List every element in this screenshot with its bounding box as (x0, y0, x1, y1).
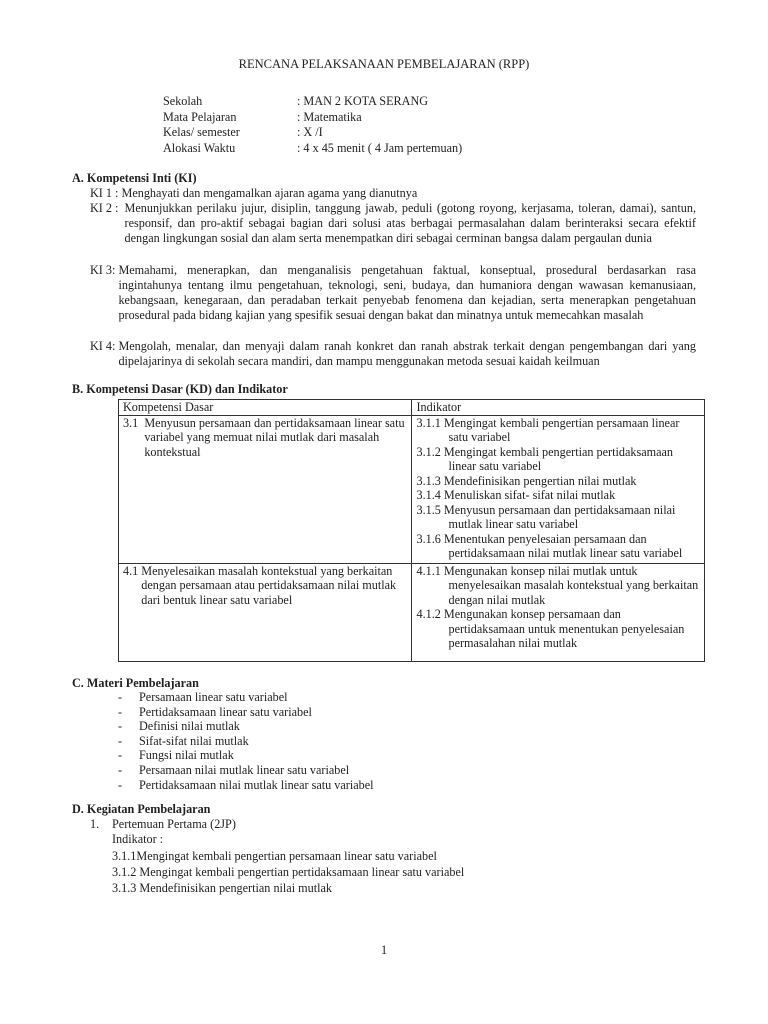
indicator-item: 4.1.1 Mengunakan konsep nilai mutlak untuk menyelesaikan masalah kontekstual yang berkaitan dengan nilai mutlak (416, 563, 699, 607)
item-number: 1. (90, 817, 100, 831)
kd-text: Menyusun persamaan dan pertidaksamaan linear satu variabel yang memuat nilai mutlak dari masalah kontekstual (144, 415, 405, 459)
dash-bullet: - (118, 719, 123, 734)
ki-text: Mengolah, menalar, dan menyaji dalam ranah konkret dan ranah abstrak terkait dengan pengembangan dari yang dipelajarinya di sekolah secara mandiri, dan mampu menggunakan metoda sesuai kaidah keilmuan (118, 339, 696, 368)
table-header-row (119, 400, 705, 416)
indicator-item: 3.1.2 Mengingat kembali pengertian pertidaksamaan linear satu variabel (416, 444, 674, 473)
list-item-text: Pertidaksamaan nilai mutlak linear satu variabel (139, 777, 374, 792)
dash-bullet: - (118, 762, 123, 777)
info-value: : MAN 2 KOTA SERANG (297, 94, 429, 108)
list-item-text: Persamaan nilai mutlak linear satu variabel (139, 762, 350, 777)
info-label: Mata Pelajaran (163, 109, 237, 124)
list-item (118, 690, 374, 705)
table-row (119, 563, 705, 661)
ki-text: Memahami, menerapkan, dan menganalisis pengetahuan faktual, konseptual, prosedural berdasarkan rasa ingintahunya tentang ilmu pengetahuan, teknologi, seni, budaya, dan humaniora dengan wawasan kemanusiaan, kebangsaan, kenegaraan, dan peradaban terkait penyebab fenomena dan kejadian, serta menerapkan pengetahuan prosedural pada bidang kajian yang spesifik sesuai dengan bakat dan minatnya untuk memecahkan masalah (118, 263, 696, 322)
info-value: : X /I (297, 125, 323, 139)
list-item (118, 734, 374, 749)
info-label: Kelas/ semester (163, 125, 240, 139)
list-item-text: Sifat-sifat nilai mutlak (139, 733, 249, 748)
list-item-text: Persamaan linear satu variabel (139, 690, 288, 704)
materi-list (118, 690, 374, 792)
ki-text: Menghayati dan mengamalkan ajaran agama yang dianutnya (121, 186, 418, 200)
ki-code: KI 3: (90, 263, 119, 277)
info-value: : Matematika (297, 109, 362, 124)
indicator-cell (412, 415, 705, 563)
indicator-item: 3.1.1 Mengingat kembali pengertian persamaan linear satu variabel (416, 415, 680, 444)
kd-number: 4.1 (123, 563, 142, 578)
info-label: Sekolah (163, 94, 203, 108)
section-b-heading: B. Kompetensi Dasar (KD) dan Indikator (72, 382, 288, 396)
column-header-kd: Kompetensi Dasar (119, 400, 412, 416)
info-value: : 4 x 45 menit ( 4 Jam pertemuan) (297, 140, 463, 155)
info-row-class (163, 125, 462, 141)
kd-text: Menyelesaikan masalah kontekstual yang berkaitan dengan persamaan atau pertidaksamaan nilai mutlak dari bentuk linear satu variabel (141, 563, 397, 607)
ki-2 (90, 201, 696, 246)
info-row-time (163, 141, 462, 157)
identity-block (163, 94, 462, 156)
list-item-text: Pertidaksamaan linear satu variabel (139, 704, 312, 719)
indicator-item: 4.1.2 Mengunakan konsep persamaan dan pertidaksamaan untuk menentukan penyelesaian permasalahan nilai mutlak (416, 607, 685, 650)
info-row-school (163, 94, 462, 110)
section-c-heading: C. Materi Pembelajaran (72, 676, 199, 690)
indicator-item: 3.1.3 Mendefinisikan pengertian nilai mutlak (112, 881, 332, 895)
ki-text: Menunjukkan perilaku jujur, disiplin, tanggung jawab, peduli (gotong royong, kerjasama, toleran, damai), santun, responsif, dan pro-aktif sebagai bagian dari solusi atas berbagai permasalahan dalam berinteraksi secara efektif dengan lingkungan sosial dan alam serta menempatkan diri sebagai cerminan bangsa dalam pergaulan dunia (124, 201, 696, 245)
column-header-indicator: Indikator (412, 400, 705, 416)
ki-1 (90, 186, 696, 201)
dash-bullet: - (118, 733, 123, 748)
list-item (118, 778, 374, 793)
dash-bullet: - (118, 704, 123, 719)
list-item (90, 817, 464, 832)
indicator-cell (412, 563, 705, 661)
indikator-label: Indikator : (112, 832, 164, 846)
kd-indicator-table (118, 399, 705, 662)
ki-code: KI 2 : (90, 201, 125, 215)
kd-number: 3.1 (123, 415, 145, 430)
section-d-heading: D. Kegiatan Pembelajaran (72, 802, 211, 816)
section-a-heading: A. Kompetensi Inti (KI) (72, 171, 197, 185)
list-item (118, 763, 374, 778)
ki-3 (90, 263, 696, 323)
kd-cell (119, 563, 412, 661)
info-label: Alokasi Waktu (163, 140, 236, 155)
info-row-subject (163, 110, 462, 126)
table-row (119, 415, 705, 563)
indicator-item: 3.1.2 Mengingat kembali pengertian pertidaksamaan linear satu variabel (112, 865, 465, 879)
list-item (118, 748, 374, 763)
dash-bullet: - (118, 690, 123, 704)
ki-4 (90, 339, 696, 369)
dash-bullet: - (118, 748, 123, 763)
kd-cell (119, 415, 412, 563)
document-title: RENCANA PELAKSANAAN PEMBELAJARAN (RPP) (238, 57, 530, 71)
indicator-item: 3.1.1Mengingat kembali pengertian persamaan linear satu variabel (112, 849, 437, 863)
indicator-item: 3.1.6 Menentukan penyelesaian persamaan dan pertidaksamaan nilai mutlak linear satu variabel (416, 531, 683, 560)
meeting-title: Pertemuan Pertama (2JP) (112, 817, 236, 831)
ki-code: KI 1 : (90, 186, 122, 200)
indicator-item: 3.1.3 Mendefinisikan pengertian nilai mutlak (416, 473, 637, 488)
dash-bullet: - (118, 777, 123, 792)
indicator-item: 3.1.5 Menyusun persamaan dan pertidaksamaan nilai mutlak linear satu variabel (416, 502, 676, 531)
list-item-text: Fungsi nilai mutlak (139, 748, 234, 763)
list-item-text: Definisi nilai mutlak (139, 719, 240, 734)
list-item (118, 719, 374, 734)
indicator-item: 3.1.4 Menuliskan sifat- sifat nilai mutlak (416, 488, 616, 502)
page-number: 1 (380, 943, 388, 957)
list-item (118, 705, 374, 720)
kegiatan-list (90, 817, 464, 896)
ki-code: KI 4: (90, 339, 119, 353)
